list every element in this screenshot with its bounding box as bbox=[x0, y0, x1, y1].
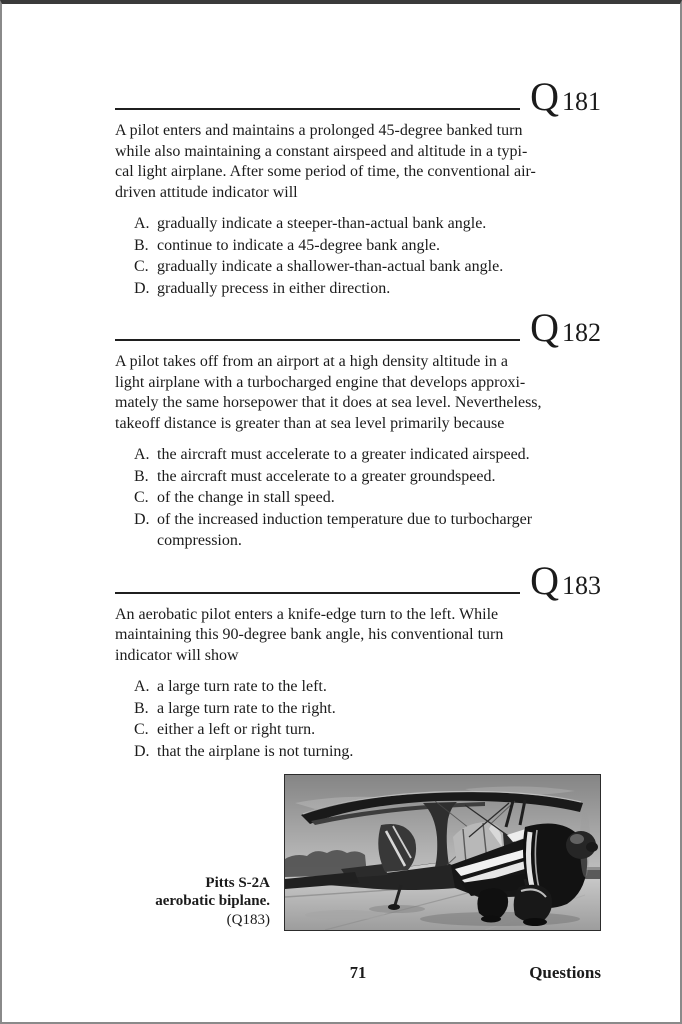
option-letter: D. bbox=[134, 279, 150, 297]
option-row bbox=[115, 676, 601, 698]
page-footer bbox=[115, 963, 601, 987]
option-letter: B. bbox=[134, 236, 149, 254]
question-label bbox=[530, 557, 601, 603]
question-text-line: light airplane with a turbocharged engine that develops approxi- bbox=[115, 373, 526, 391]
option-row bbox=[115, 509, 601, 552]
question-text-line: indicator will show bbox=[115, 646, 239, 664]
question-number: 182 bbox=[562, 318, 601, 347]
question-text-line: maintaining this 90-degree bank angle, his conventional turn bbox=[115, 626, 504, 643]
caption-line: Pitts S-2A bbox=[205, 874, 270, 891]
option-letter: B. bbox=[134, 467, 149, 485]
option-text: continue to indicate a 45-degree bank angle. bbox=[157, 236, 440, 254]
question-text-line: while also maintaining a constant airspeed and altitude in a typi- bbox=[115, 142, 528, 160]
pitts-s2a-photo bbox=[284, 774, 601, 931]
option-text: a large turn rate to the right. bbox=[157, 699, 336, 717]
option-text: of the increased induction temperature due to turbocharger compression. bbox=[157, 510, 533, 549]
question-text-line: A pilot takes off from an airport at a high density altitude in a bbox=[115, 353, 508, 370]
question-block-183 bbox=[115, 557, 601, 763]
option-text: the aircraft must accelerate to a greater indicated airspeed. bbox=[157, 446, 530, 463]
question-text-line: An aerobatic pilot enters a knife-edge turn to the left. While bbox=[115, 605, 499, 623]
option-row bbox=[115, 278, 601, 300]
option-row bbox=[115, 466, 601, 488]
question-text-line: driven attitude indicator will bbox=[115, 183, 298, 201]
option-row bbox=[115, 719, 601, 741]
option-text: gradually precess in either direction. bbox=[157, 279, 391, 297]
question-label bbox=[530, 74, 601, 119]
question-text bbox=[115, 352, 601, 434]
option-row bbox=[115, 235, 601, 257]
option-row bbox=[115, 444, 601, 466]
option-letter: A. bbox=[134, 215, 150, 232]
question-rule-line bbox=[115, 108, 520, 110]
question-text-line: mately the same horsepower that it does at sea level. Nevertheless, bbox=[115, 394, 542, 411]
question-text-line: takeoff distance is greater than at sea level primarily because bbox=[115, 414, 505, 432]
caption-line: (Q183) bbox=[226, 911, 270, 928]
question-block-182 bbox=[115, 305, 601, 552]
biplane-photo-illustration bbox=[285, 775, 600, 930]
option-letter: A. bbox=[134, 446, 150, 463]
option-text: gradually indicate a steeper-than-actual bank angle. bbox=[157, 215, 487, 232]
option-letter: B. bbox=[134, 699, 149, 717]
answer-options bbox=[115, 676, 601, 762]
option-letter: C. bbox=[134, 489, 149, 506]
option-row bbox=[115, 256, 601, 278]
answer-options bbox=[115, 444, 601, 552]
question-letter: Q bbox=[530, 557, 559, 603]
question-header bbox=[115, 557, 601, 603]
option-letter: D. bbox=[134, 742, 150, 760]
page-content bbox=[115, 4, 601, 987]
question-text-line: cal light airplane. After some period of time, the conventional air- bbox=[115, 163, 536, 180]
option-row bbox=[115, 741, 601, 763]
caption-line: aerobatic biplane. bbox=[155, 893, 270, 909]
answer-options bbox=[115, 213, 601, 299]
question-text bbox=[115, 605, 601, 667]
option-letter: C. bbox=[134, 721, 149, 738]
question-rule-line bbox=[115, 592, 520, 594]
option-row bbox=[115, 487, 601, 509]
option-letter: A. bbox=[134, 678, 150, 695]
question-letter: Q bbox=[530, 74, 559, 119]
option-text: that the airplane is not turning. bbox=[157, 742, 354, 760]
question-text bbox=[115, 121, 601, 203]
option-letter: C. bbox=[134, 258, 149, 275]
question-label bbox=[530, 305, 601, 350]
question-number: 183 bbox=[562, 570, 601, 600]
page-number: 71 bbox=[349, 963, 367, 982]
question-number: 181 bbox=[562, 87, 601, 116]
option-row bbox=[115, 698, 601, 720]
question-rule-line bbox=[115, 339, 520, 341]
figure-caption bbox=[155, 874, 270, 930]
option-text: of the change in stall speed. bbox=[157, 489, 335, 506]
option-text: the aircraft must accelerate to a greater groundspeed. bbox=[157, 467, 496, 485]
question-header bbox=[115, 74, 601, 119]
option-text: gradually indicate a shallower-than-actual bank angle. bbox=[157, 258, 504, 275]
question-text-line: A pilot enters and maintains a prolonged 45-degree banked turn bbox=[115, 122, 523, 139]
option-letter: D. bbox=[134, 510, 150, 528]
option-text: either a left or right turn. bbox=[157, 721, 316, 738]
figure bbox=[115, 774, 601, 931]
question-block-181 bbox=[115, 74, 601, 299]
question-letter: Q bbox=[530, 305, 559, 350]
option-row bbox=[115, 213, 601, 235]
option-text: a large turn rate to the left. bbox=[157, 678, 327, 695]
section-label: Questions bbox=[529, 963, 601, 982]
question-header bbox=[115, 305, 601, 350]
